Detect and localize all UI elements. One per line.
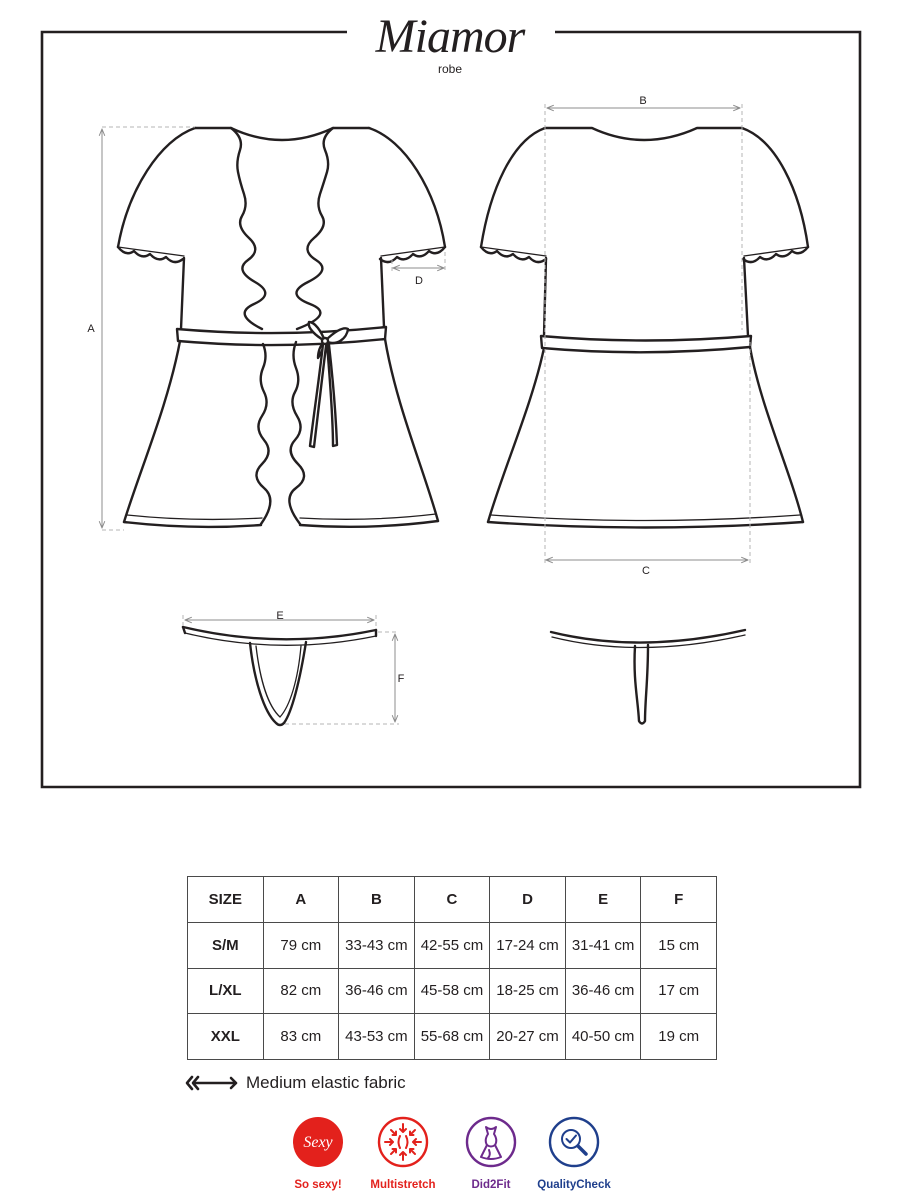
table-cell: 45-58 cm xyxy=(414,968,490,1014)
dimension-f-label: F xyxy=(397,673,405,685)
table-cell: 20-27 cm xyxy=(490,1014,566,1060)
header-cell-f: F xyxy=(641,877,717,923)
front-left-sleeve xyxy=(118,128,195,247)
feature-quality-check xyxy=(526,1115,622,1192)
feature-label: Did2Fit xyxy=(471,1179,511,1191)
back-shoulders-neckline xyxy=(545,128,742,140)
table-cell: 83 cm xyxy=(263,1014,339,1060)
dimension-e-label: E xyxy=(276,610,284,622)
back-hem-lace xyxy=(491,515,800,521)
table-cell: 33-43 cm xyxy=(339,922,415,968)
multistretch-icon xyxy=(376,1115,430,1169)
header-cell-c: C xyxy=(414,877,490,923)
fabric-note xyxy=(185,1073,406,1093)
dimension-c-label: C xyxy=(642,565,650,577)
table-cell: 82 cm xyxy=(263,968,339,1014)
front-opening-right-edge xyxy=(289,342,304,524)
table-cell: 17 cm xyxy=(641,968,717,1014)
brand-logo: Miamor xyxy=(375,10,525,63)
fabric-note-label: Medium elastic fabric xyxy=(246,1073,406,1092)
back-left-sleeve xyxy=(481,128,545,247)
front-right-lapel xyxy=(296,128,333,329)
quality-check-icon xyxy=(547,1115,601,1169)
double-arrow-icon xyxy=(185,1074,239,1092)
front-left-lapel xyxy=(231,128,265,329)
front-left-hem xyxy=(124,522,261,527)
front-left-side xyxy=(181,258,184,329)
bow-tail-left xyxy=(310,344,326,447)
feature-label: QualityCheck xyxy=(537,1179,611,1191)
front-right-hem-lace xyxy=(300,514,436,519)
table-row xyxy=(188,1014,717,1060)
dimension-a-label: A xyxy=(87,323,95,335)
table-cell: 18-25 cm xyxy=(490,968,566,1014)
back-right-side xyxy=(744,258,748,336)
feature-label: Multistretch xyxy=(370,1179,436,1191)
table-cell: 42-55 cm xyxy=(414,922,490,968)
table-cell: 79 cm xyxy=(263,922,339,968)
size-cell: L/XL xyxy=(188,968,264,1014)
robe-back-drawing xyxy=(481,128,808,528)
table-cell: 40-50 cm xyxy=(565,1014,641,1060)
table-cell: 19 cm xyxy=(641,1014,717,1060)
feature-multistretch xyxy=(355,1115,451,1192)
table-cell: 43-53 cm xyxy=(339,1014,415,1060)
table-cell: 15 cm xyxy=(641,922,717,968)
front-right-hem xyxy=(300,521,438,527)
size-table xyxy=(187,876,717,1060)
back-hem xyxy=(488,522,803,528)
header-cell-d: D xyxy=(490,877,566,923)
front-shoulders-neckline xyxy=(195,128,369,140)
table-header-row xyxy=(188,877,717,923)
sexy-badge-text: Sexy xyxy=(303,1134,333,1151)
feature-did2fit xyxy=(443,1115,539,1192)
thong-front-waist-top xyxy=(183,627,376,639)
header-cell-e: E xyxy=(565,877,641,923)
front-left-hem-lace xyxy=(127,515,262,519)
table-cell: 36-46 cm xyxy=(565,968,641,1014)
table-cell: 36-46 cm xyxy=(339,968,415,1014)
header-cell-size: SIZE xyxy=(188,877,264,923)
front-waistband xyxy=(177,327,386,345)
dress-fit-icon xyxy=(464,1115,518,1169)
thong-front-pouch-seam xyxy=(256,646,301,717)
bow-tail-right xyxy=(327,344,337,446)
header-cell-a: A xyxy=(263,877,339,923)
table-row xyxy=(188,968,717,1014)
front-right-sleeve xyxy=(369,128,445,247)
front-right-skirt xyxy=(385,339,438,521)
thong-front-pouch xyxy=(250,642,306,725)
back-left-skirt xyxy=(488,348,544,522)
table-row xyxy=(188,922,717,968)
thong-front-drawing xyxy=(183,627,376,725)
product-type: robe xyxy=(437,62,463,76)
back-right-skirt xyxy=(750,347,803,522)
diagram-frame xyxy=(42,32,860,787)
thong-back-string xyxy=(635,645,648,724)
size-cell: XXL xyxy=(188,1014,264,1060)
sexy-badge-icon xyxy=(291,1115,345,1169)
feature-so-sexy xyxy=(270,1115,366,1192)
header-cell-b: B xyxy=(339,877,415,923)
front-right-side xyxy=(381,258,384,327)
bow-knot xyxy=(322,338,328,344)
front-opening-left-edge xyxy=(256,344,270,524)
back-right-sleeve xyxy=(742,128,808,247)
back-waistband xyxy=(541,336,751,352)
feature-label: So sexy! xyxy=(294,1179,342,1191)
table-cell: 17-24 cm xyxy=(490,922,566,968)
table-cell: 55-68 cm xyxy=(414,1014,490,1060)
robe-front-drawing xyxy=(118,128,445,527)
table-cell: 31-41 cm xyxy=(565,922,641,968)
dimension-b-label: B xyxy=(639,95,647,107)
front-left-skirt xyxy=(124,341,180,522)
dimension-d-label: D xyxy=(415,275,423,287)
thong-back-drawing xyxy=(551,630,745,724)
size-cell: S/M xyxy=(188,922,264,968)
